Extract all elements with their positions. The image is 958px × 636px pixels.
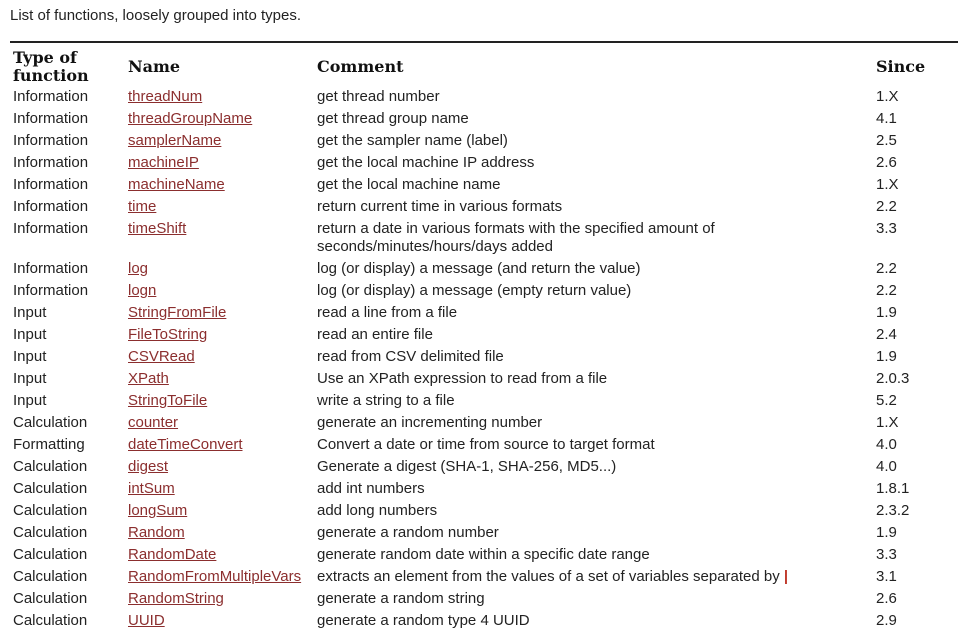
cell-comment bbox=[314, 502, 873, 524]
comment-text: write a string to a file bbox=[317, 392, 455, 409]
function-link[interactable]: dateTimeConvert bbox=[128, 436, 243, 453]
cell-since: 3.3 bbox=[876, 220, 897, 237]
cell-name bbox=[125, 612, 314, 634]
cell-since: 2.6 bbox=[876, 590, 897, 607]
cell-name bbox=[125, 282, 314, 304]
function-link[interactable]: longSum bbox=[128, 502, 188, 519]
cell-comment bbox=[314, 392, 873, 414]
cell-comment bbox=[314, 546, 873, 568]
comment-text: add long numbers bbox=[317, 502, 438, 519]
table-row bbox=[10, 326, 958, 348]
cell-comment bbox=[314, 88, 873, 110]
cell-name bbox=[125, 392, 314, 414]
cell-name bbox=[125, 524, 314, 546]
function-link[interactable]: machineName bbox=[128, 176, 225, 193]
cell-name bbox=[125, 110, 314, 132]
cell-since: 1.X bbox=[876, 176, 899, 193]
comment-text: generate random date within a specific date range bbox=[317, 546, 650, 563]
function-link[interactable]: intSum bbox=[128, 480, 175, 497]
cell-comment bbox=[314, 568, 873, 590]
table-row bbox=[10, 612, 958, 634]
table-row bbox=[10, 88, 958, 110]
table-row bbox=[10, 502, 958, 524]
cell-comment bbox=[314, 524, 873, 546]
cell-name bbox=[125, 502, 314, 524]
cell-name bbox=[125, 414, 314, 436]
cell-type: Calculation bbox=[13, 612, 88, 629]
cell-name bbox=[125, 88, 314, 110]
function-link[interactable]: RandomFromMultipleVars bbox=[128, 568, 302, 585]
cell-type: Calculation bbox=[13, 524, 88, 541]
cell-type: Calculation bbox=[13, 414, 88, 431]
cell-comment bbox=[314, 612, 873, 634]
function-link[interactable]: log bbox=[128, 260, 149, 277]
cell-type: Information bbox=[13, 132, 89, 149]
cell-name bbox=[125, 154, 314, 176]
cell-type: Input bbox=[13, 348, 47, 365]
table-row bbox=[10, 348, 958, 370]
header-type: Type of function bbox=[13, 48, 89, 85]
cell-type: Information bbox=[13, 88, 89, 105]
table-row bbox=[10, 392, 958, 414]
cell-since: 2.2 bbox=[876, 260, 897, 277]
comment-text: log (or display) a message (empty return value) bbox=[317, 282, 632, 299]
comment-text: get thread number bbox=[317, 88, 440, 105]
cell-comment bbox=[314, 198, 873, 220]
table-row bbox=[10, 480, 958, 502]
function-link[interactable]: RandomString bbox=[128, 590, 224, 607]
functions-table bbox=[10, 46, 958, 634]
table-row bbox=[10, 458, 958, 480]
cell-comment bbox=[314, 220, 873, 260]
cell-since: 4.0 bbox=[876, 458, 897, 475]
comment-text: return a date in various formats with the specified amount of seconds/minutes/hours/days added bbox=[317, 220, 715, 255]
table-row bbox=[10, 304, 958, 326]
comment-text: read from CSV delimited file bbox=[317, 348, 504, 365]
cell-name bbox=[125, 132, 314, 154]
cell-since: 2.2 bbox=[876, 282, 897, 299]
function-link[interactable]: samplerName bbox=[128, 132, 222, 149]
cell-type: Input bbox=[13, 326, 47, 343]
table-row bbox=[10, 546, 958, 568]
function-link[interactable]: FileToString bbox=[128, 326, 208, 343]
comment-text: extracts an element from the values of a set of variables separated by bbox=[317, 568, 780, 585]
comment-text: generate an incrementing number bbox=[317, 414, 543, 431]
cell-since: 1.9 bbox=[876, 524, 897, 541]
cell-comment bbox=[314, 132, 873, 154]
cell-type: Calculation bbox=[13, 546, 88, 563]
cell-since: 2.2 bbox=[876, 198, 897, 215]
function-link[interactable]: StringFromFile bbox=[128, 304, 227, 321]
cell-since: 1.X bbox=[876, 88, 899, 105]
function-link[interactable]: UUID bbox=[128, 612, 165, 629]
table-row bbox=[10, 176, 958, 198]
comment-text: generate a random string bbox=[317, 590, 485, 607]
header-name: Name bbox=[128, 57, 181, 76]
cell-comment bbox=[314, 176, 873, 198]
intro-text: List of functions, loosely grouped into types. bbox=[10, 7, 302, 24]
cell-name bbox=[125, 458, 314, 480]
cell-name bbox=[125, 480, 314, 502]
cell-type: Input bbox=[13, 370, 47, 387]
table-row bbox=[10, 590, 958, 612]
cell-since: 4.1 bbox=[876, 110, 897, 127]
header-comment: Comment bbox=[317, 57, 404, 76]
table-header-row bbox=[10, 46, 958, 88]
cell-name bbox=[125, 326, 314, 348]
cell-since: 2.6 bbox=[876, 154, 897, 171]
cell-comment bbox=[314, 414, 873, 436]
comment-text: generate a random number bbox=[317, 524, 499, 541]
table-row bbox=[10, 370, 958, 392]
cell-name bbox=[125, 304, 314, 326]
cell-since: 4.0 bbox=[876, 436, 897, 453]
cell-comment bbox=[314, 458, 873, 480]
function-link[interactable]: machineIP bbox=[128, 154, 199, 171]
comment-text: log (or display) a message (and return the value) bbox=[317, 260, 641, 277]
cell-type: Information bbox=[13, 260, 89, 277]
cell-name bbox=[125, 198, 314, 220]
comment-text: Convert a date or time from source to target format bbox=[317, 436, 655, 453]
cell-comment bbox=[314, 348, 873, 370]
comment-text: Generate a digest (SHA-1, SHA-256, MD5...) bbox=[317, 458, 617, 475]
comment-text: get the local machine name bbox=[317, 176, 501, 193]
cell-since: 3.3 bbox=[876, 546, 897, 563]
cell-comment bbox=[314, 326, 873, 348]
cell-name bbox=[125, 348, 314, 370]
comment-text: get thread group name bbox=[317, 110, 469, 127]
cell-comment bbox=[314, 110, 873, 132]
cell-name bbox=[125, 370, 314, 392]
cell-since: 2.9 bbox=[876, 612, 897, 629]
cell-type: Information bbox=[13, 154, 89, 171]
header-since: Since bbox=[876, 57, 926, 76]
cell-name bbox=[125, 546, 314, 568]
table-row bbox=[10, 414, 958, 436]
cell-since: 2.5 bbox=[876, 132, 897, 149]
cell-since: 2.0.3 bbox=[876, 370, 910, 387]
function-link[interactable]: time bbox=[128, 198, 157, 215]
cell-type: Information bbox=[13, 176, 89, 193]
function-link[interactable]: timeShift bbox=[128, 220, 187, 237]
function-link[interactable]: logn bbox=[128, 282, 157, 299]
table-row bbox=[10, 524, 958, 546]
comment-text: generate a random type 4 UUID bbox=[317, 612, 530, 629]
comment-text: read a line from a file bbox=[317, 304, 458, 321]
function-link[interactable]: counter bbox=[128, 414, 179, 431]
table-row bbox=[10, 436, 958, 458]
cell-type: Information bbox=[13, 220, 89, 237]
cell-comment bbox=[314, 154, 873, 176]
cell-name bbox=[125, 260, 314, 282]
cell-since: 5.2 bbox=[876, 392, 897, 409]
cell-type: Input bbox=[13, 392, 47, 409]
cell-comment bbox=[314, 304, 873, 326]
cell-type: Information bbox=[13, 110, 89, 127]
function-link[interactable]: digest bbox=[128, 458, 169, 475]
cell-comment bbox=[314, 260, 873, 282]
function-link[interactable]: XPath bbox=[128, 370, 169, 387]
cell-since: 2.4 bbox=[876, 326, 897, 343]
table-row bbox=[10, 132, 958, 154]
cell-name bbox=[125, 436, 314, 458]
cell-type: Calculation bbox=[13, 502, 88, 519]
cell-since: 1.8.1 bbox=[876, 480, 910, 497]
cell-type: Calculation bbox=[13, 568, 88, 585]
cell-comment bbox=[314, 436, 873, 458]
comment-text: return current time in various formats bbox=[317, 198, 563, 215]
table-row bbox=[10, 260, 958, 282]
table-row bbox=[10, 568, 958, 590]
cell-name bbox=[125, 220, 314, 260]
function-link[interactable]: StringToFile bbox=[128, 392, 208, 409]
table-top-rule bbox=[10, 41, 958, 43]
cell-type: Information bbox=[13, 282, 89, 299]
cell-comment bbox=[314, 282, 873, 304]
cell-since: 1.X bbox=[876, 414, 899, 431]
cell-type: Information bbox=[13, 198, 89, 215]
cell-since: 2.3.2 bbox=[876, 502, 910, 519]
comment-text: Use an XPath expression to read from a file bbox=[317, 370, 608, 387]
cell-type: Calculation bbox=[13, 480, 88, 497]
comment-text: get the sampler name (label) bbox=[317, 132, 508, 149]
function-link[interactable]: threadNum bbox=[128, 88, 203, 105]
cell-name bbox=[125, 590, 314, 612]
cell-comment bbox=[314, 480, 873, 502]
function-link[interactable]: Random bbox=[128, 524, 185, 541]
cell-type: Formatting bbox=[13, 436, 85, 453]
table-row bbox=[10, 220, 958, 260]
function-link[interactable]: CSVRead bbox=[128, 348, 195, 365]
separator-symbol: | bbox=[783, 568, 789, 585]
cell-type: Input bbox=[13, 304, 47, 321]
cell-comment bbox=[314, 370, 873, 392]
cell-type: Calculation bbox=[13, 590, 88, 607]
table-row bbox=[10, 198, 958, 220]
cell-name bbox=[125, 176, 314, 198]
cell-since: 1.9 bbox=[876, 348, 897, 365]
function-link[interactable]: threadGroupName bbox=[128, 110, 253, 127]
cell-since: 1.9 bbox=[876, 304, 897, 321]
comment-text: read an entire file bbox=[317, 326, 433, 343]
cell-since: 3.1 bbox=[876, 568, 897, 585]
table-row bbox=[10, 154, 958, 176]
cell-type: Calculation bbox=[13, 458, 88, 475]
table-row bbox=[10, 110, 958, 132]
table-row bbox=[10, 282, 958, 304]
comment-text: get the local machine IP address bbox=[317, 154, 535, 171]
function-link[interactable]: RandomDate bbox=[128, 546, 217, 563]
comment-text: add int numbers bbox=[317, 480, 425, 497]
cell-name bbox=[125, 568, 314, 590]
cell-comment bbox=[314, 590, 873, 612]
